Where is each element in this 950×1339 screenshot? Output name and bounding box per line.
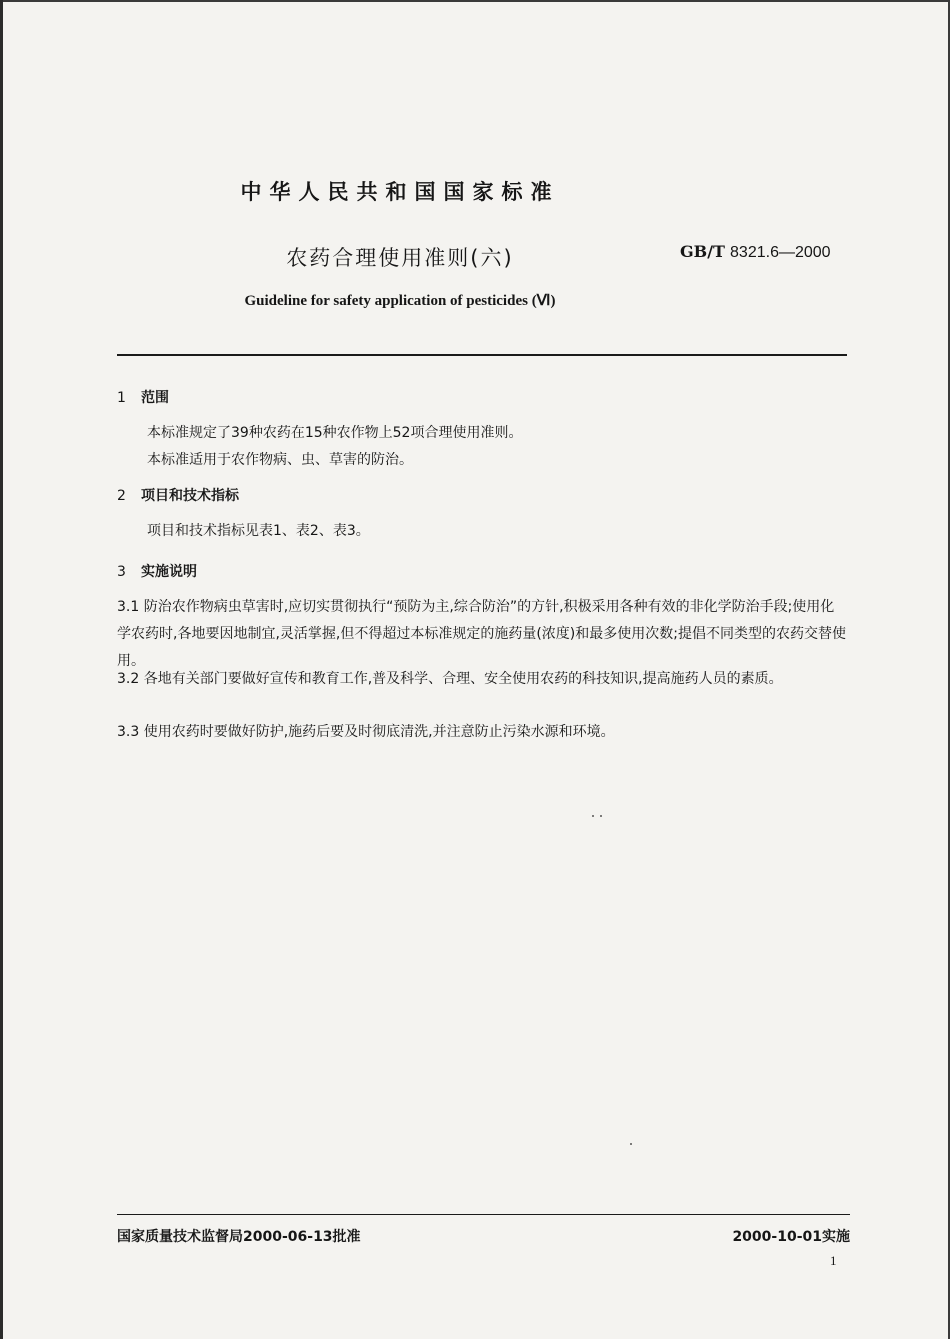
section-1-heading [117, 387, 169, 407]
clause-3-1: 3.1 防治农作物病虫草害时,应切实贯彻执行“预防为主,综合防治”的方针,积极采用各种有效的非化学防治手段;使用化学农药时,各地要因地制宜,灵活掌握,但不得超过本标准规定的施药量(浓度)和最多使用次数;提倡不同类型的农药交替使用。 [117, 599, 846, 669]
standard-code-prefix: GB/T [680, 242, 725, 261]
clause-3-3: 3.3 使用农药时要做好防护,施药后要及时彻底清洗,并注意防止污染水源和环境。 [117, 724, 615, 740]
section-number: 1 [117, 390, 126, 406]
scan-speck [592, 815, 594, 817]
paragraph-line: 本标准规定了39种农药在15种农作物上52项合理使用准则。 [147, 425, 523, 441]
section-number: 3 [117, 564, 126, 580]
section-2-body [117, 518, 877, 545]
scan-speck [600, 815, 602, 817]
standard-code-number: 8321.6—2000 [730, 244, 831, 261]
paragraph-line: 本标准适用于农作物病、虫、草害的防治。 [147, 452, 413, 468]
page-number: 1 [830, 1253, 837, 1268]
section-2-heading [117, 485, 239, 505]
scan-edge-top [0, 0, 950, 2]
header-divider [117, 354, 847, 356]
standard-code [680, 242, 831, 262]
footer-divider [117, 1214, 850, 1215]
english-title: Guideline for safety application of pesticides (Ⅵ) [244, 293, 556, 309]
paragraph-line: 项目和技术指标见表1、表2、表3。 [147, 523, 370, 539]
section-title: 实施说明 [141, 564, 197, 580]
section-title: 项目和技术指标 [141, 488, 239, 504]
section-3-heading [117, 561, 197, 581]
section-1-body [117, 420, 877, 474]
section-number: 2 [117, 488, 126, 504]
national-standard-heading: 中华人民共和国国家标准 [240, 180, 560, 204]
scan-speck [630, 1143, 632, 1145]
section-title: 范围 [141, 390, 169, 406]
implementation-date: 2000-10-01实施 [732, 1229, 850, 1245]
clause-3-2: 3.2 各地有关部门要做好宣传和教育工作,普及科学、合理、安全使用农药的科技知识,提高施药人员的素质。 [117, 671, 783, 687]
approval-date: 国家质量技术监督局2000-06-13批准 [117, 1229, 361, 1245]
document-title: 农药合理使用准则(六) [286, 246, 514, 270]
